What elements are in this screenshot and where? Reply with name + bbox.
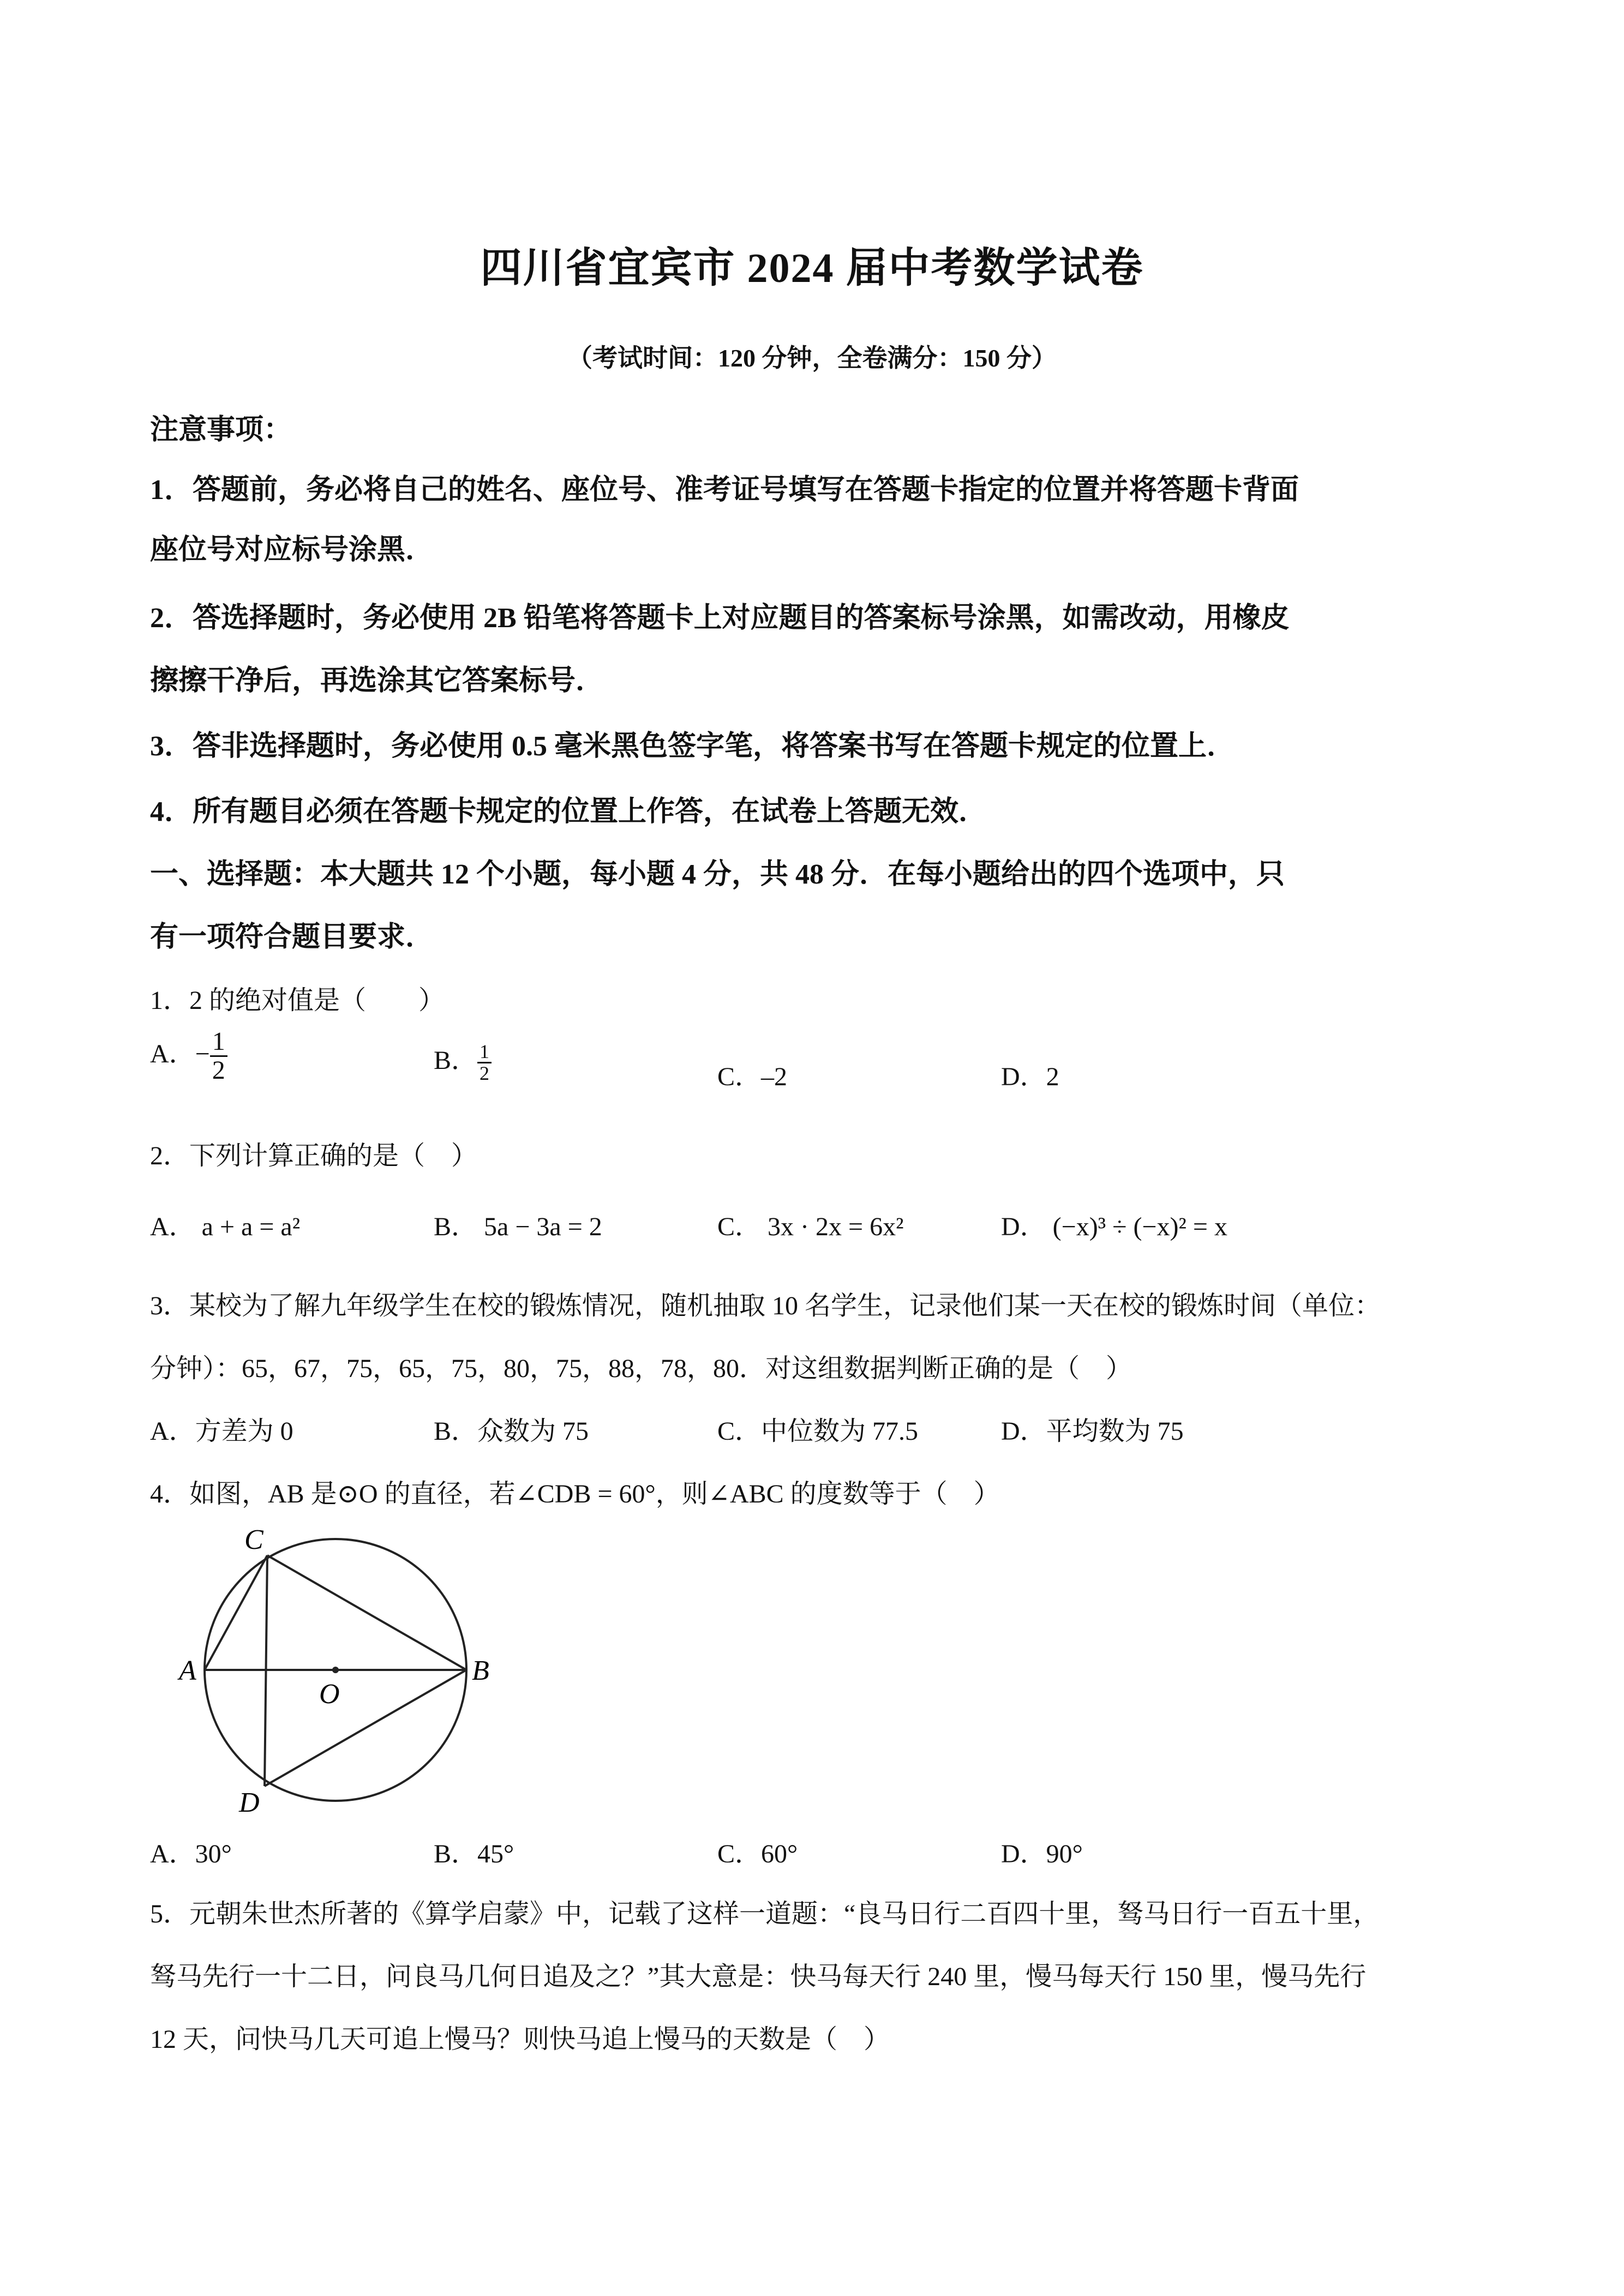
q2-option-c: C． 3x · 2x = 6x² bbox=[717, 1212, 904, 1241]
segment-cd bbox=[265, 1555, 267, 1786]
q1-option-b: B． $\frac{1}{2}$ bbox=[434, 1039, 492, 1084]
page-title: 四川省宜宾市 2024 届中考数学试卷 bbox=[480, 245, 1144, 291]
label-a: A bbox=[179, 1655, 196, 1686]
q4-option-d: D．90° bbox=[1001, 1840, 1083, 1868]
notes-heading: 注意事项： bbox=[150, 414, 292, 446]
q1-stem: 1．2 的绝对值是（ ） bbox=[150, 986, 445, 1015]
center-point-o bbox=[332, 1667, 339, 1673]
q5-line-2: 驽马先行一十二日，问良马几何日追及之？”其大意是：快马每天行 240 里，慢马每天行 150 里，慢马先行 bbox=[150, 1962, 1367, 1991]
q3-option-d: D．平均数为 75 bbox=[1001, 1417, 1184, 1446]
q1-a-fraction: $\frac{1}{2}$ bbox=[210, 1028, 227, 1085]
segment-db bbox=[265, 1670, 466, 1786]
q3-option-c: C．中位数为 77.5 bbox=[717, 1417, 919, 1446]
q3-option-b: B．众数为 75 bbox=[434, 1417, 589, 1446]
segment-ac bbox=[205, 1555, 267, 1670]
note-2-line-1: 2．答选择题时，务必使用 2B 铅笔将答题卡上对应题目的答案标号涂黑，如需改动，用橡皮 bbox=[150, 603, 1290, 634]
q1-option-c: C．–2 bbox=[717, 1062, 788, 1091]
note-1-line-2: 座位号对应标号涂黑． bbox=[150, 534, 434, 566]
q3-stem-line-1: 3．某校为了解九年级学生在校的锻炼情况，随机抽取 10 名学生，记录他们某一天在校的锻炼时间（单位： bbox=[150, 1291, 1381, 1320]
note-3: 3．答非选择题时，务必使用 0.5 毫米黑色签字笔，将答案书写在答题卡规定的位置上． bbox=[150, 731, 1236, 762]
q5-line-3: 12 天，问快马几天可追上慢马？则快马追上慢马的天数是（ ） bbox=[150, 2025, 890, 2054]
q1-b-fraction: $\frac{1}{2}$ bbox=[477, 1042, 492, 1085]
section-1-line-2: 有一项符合题目要求． bbox=[150, 922, 434, 953]
page-subtitle: （考试时间：120 分钟，全卷满分：150 分） bbox=[567, 344, 1057, 372]
section-1-line-1: 一、选择题：本大题共 12 个小题，每小题 4 分，共 48 分．在每小题给出的四个选项中，只 bbox=[150, 859, 1285, 890]
note-4: 4．所有题目必须在答题卡规定的位置上作答，在试卷上答题无效． bbox=[150, 796, 987, 827]
label-d: D bbox=[239, 1787, 260, 1816]
q2-option-d: D． (−x)³ ÷ (−x)² = x bbox=[1001, 1212, 1227, 1241]
label-o: O bbox=[319, 1679, 340, 1710]
q1-option-d: D．2 bbox=[1001, 1062, 1059, 1091]
label-b: B bbox=[472, 1655, 489, 1686]
q4-option-b: B．45° bbox=[434, 1840, 514, 1868]
q3-stem-line-2: 分钟）：65，67，75，65，75，80，75，88，78，80．对这组数据判断正确的是（ ） bbox=[150, 1354, 1132, 1383]
note-1-line-1: 1．答题前，务必将自己的姓名、座位号、准考证号填写在答题卡指定的位置并将答题卡背面 bbox=[150, 474, 1299, 506]
q4-stem: 4．如图，AB 是⊙O 的直径，若∠CDB = 60°，则∠ABC 的度数等于（ ） bbox=[150, 1480, 1000, 1508]
q4-option-a: A．30° bbox=[150, 1840, 232, 1868]
q4-option-c: C．60° bbox=[717, 1840, 798, 1868]
q2-stem: 2．下列计算正确的是（ ） bbox=[150, 1141, 478, 1170]
q1-option-a: A．− $\frac{1}{2}$ bbox=[150, 1028, 227, 1085]
label-c: C bbox=[244, 1524, 263, 1555]
q2-option-a: A． a + a = a² bbox=[150, 1212, 301, 1241]
q4-circle-figure bbox=[175, 1522, 513, 1816]
q5-line-1: 5．元朝朱世杰所著的《算学启蒙》中，记载了这样一道题：“良马日行二百四十里，驽马日行一百五十里， bbox=[150, 1900, 1380, 1928]
q3-option-a: A．方差为 0 bbox=[150, 1417, 293, 1446]
q2-option-b: B． 5a − 3a = 2 bbox=[434, 1212, 602, 1241]
note-2-line-2: 擦擦干净后，再选涂其它答案标号． bbox=[150, 665, 604, 696]
segment-cb bbox=[267, 1555, 466, 1670]
